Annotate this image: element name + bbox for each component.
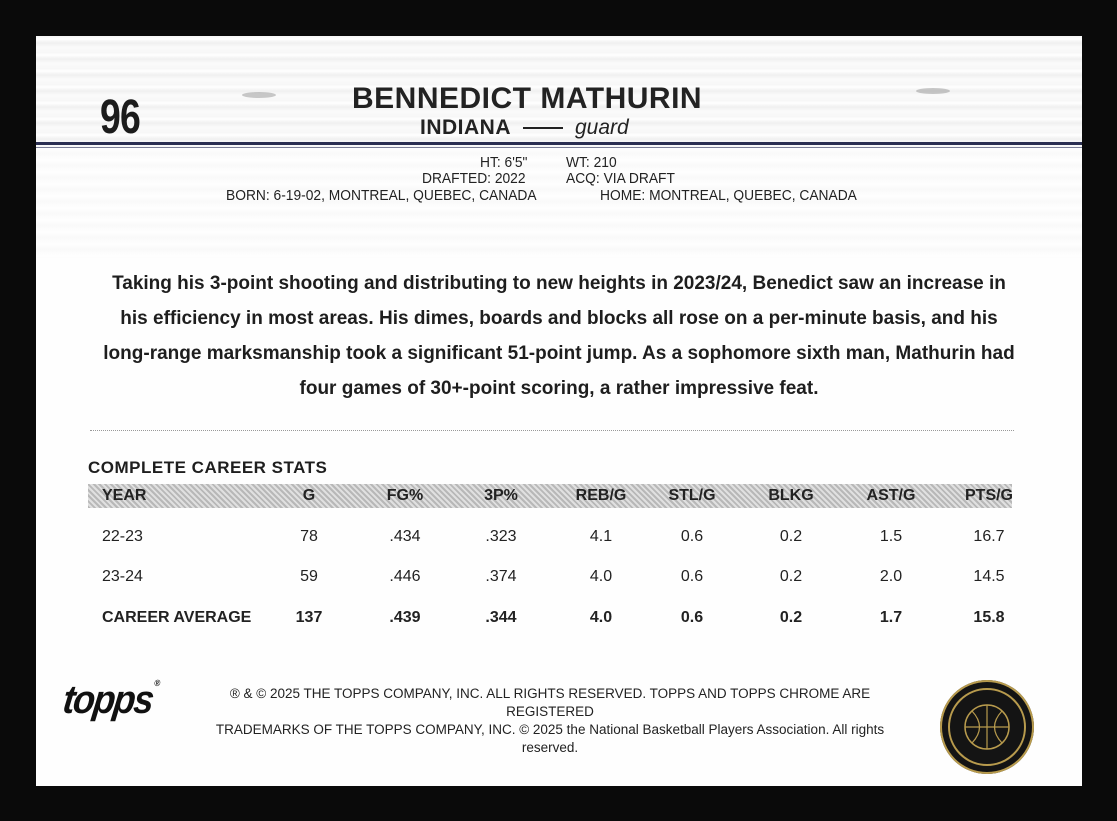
bio-born: BORN: 6-19-02, MONTREAL, QUEBEC, CANADA <box>226 187 537 204</box>
bio-home: HOME: MONTREAL, QUEBEC, CANADA <box>600 187 857 204</box>
stats-header-g: G <box>302 487 316 504</box>
stats-cell-pts-g: 14.5 <box>973 568 1005 585</box>
team-position-line <box>420 116 629 140</box>
stats-cell-blkg: 0.2 <box>779 568 803 585</box>
stats-cell-g: 78 <box>300 528 318 545</box>
stats-cell-year: 23-24 <box>102 568 143 585</box>
legal-line-1: ® & © 2025 THE TOPPS COMPANY, INC. ALL RIGHTS RESERVED. TOPPS AND TOPPS CHROME ARE REGISTERED <box>229 686 871 719</box>
stats-cell-stl-g: 0.6 <box>680 528 704 545</box>
bio-drafted: DRAFTED: 2022 <box>422 170 526 187</box>
stats-header-pts-g: PTS/G <box>964 487 1014 504</box>
stats-cell-year: 22-23 <box>102 528 143 545</box>
stats-header-3p-pct: 3P% <box>484 487 518 504</box>
stats-cell-blkg: 0.2 <box>779 609 803 626</box>
stats-cell-3p-pct: .323 <box>485 528 517 545</box>
divider <box>90 430 1014 431</box>
stats-cell-fg-pct: .446 <box>389 568 421 585</box>
header-rule-thin <box>36 147 1082 148</box>
stats-cell-ast-g: 1.7 <box>879 609 903 626</box>
wood-texture-bottom <box>36 148 1082 258</box>
stats-cell-3p-pct: .374 <box>485 568 517 585</box>
stats-cell-year: CAREER AVERAGE <box>102 609 252 626</box>
stats-header-fg-pct: FG% <box>386 487 424 504</box>
stats-cell-reb-g: 4.1 <box>589 528 613 545</box>
registered-mark: ® <box>153 678 161 688</box>
player-blurb: Taking his 3-point shooting and distributing to new heights in 2023/24, Benedict saw an increase in his efficiency in most areas. His dimes, boards and blocks all rose on a per-minute basis, and his long-range marksmanship took a significant 51-point jump. As a sophomore sixth man, Mathurin had four games of 30+-point scoring, a rather impressive feat. <box>103 273 1015 399</box>
stats-cell-ast-g: 2.0 <box>879 568 903 585</box>
stats-title: COMPLETE CAREER STATS <box>88 458 328 477</box>
topps-logo-text: topps <box>60 678 155 722</box>
stats-header-year: YEAR <box>102 487 147 504</box>
stats-header-stl-g: STL/G <box>668 487 716 504</box>
stats-cell-3p-pct: .344 <box>485 609 517 626</box>
stats-cell-pts-g: 15.8 <box>973 609 1005 626</box>
bio-height: HT: 6'5" <box>480 154 528 171</box>
stats-cell-stl-g: 0.6 <box>680 609 704 626</box>
wood-knot <box>916 88 950 94</box>
stats-cell-stl-g: 0.6 <box>680 568 704 585</box>
legal-line-2: TRADEMARKS OF THE TOPPS COMPANY, INC. © 2025 the National Basketball Players Association. All rights reserved. <box>215 722 885 755</box>
stats-cell-blkg: 0.2 <box>779 528 803 545</box>
legal-text <box>190 685 910 757</box>
stats-cell-ast-g: 1.5 <box>879 528 903 545</box>
stats-cell-pts-g: 16.7 <box>973 528 1005 545</box>
player-name: BENNEDICT MATHURIN <box>352 82 703 115</box>
stats-cell-reb-g: 4.0 <box>589 609 613 626</box>
team-name: INDIANA <box>420 116 511 139</box>
bio-acquired: ACQ: VIA DRAFT <box>566 170 675 187</box>
separator-dash <box>523 127 563 129</box>
stats-cell-g: 59 <box>300 568 318 585</box>
card-number: 96 <box>100 91 141 144</box>
stats-cell-fg-pct: .439 <box>389 609 421 626</box>
stats-header-blkg: BLKG <box>768 487 814 504</box>
nbpa-seal <box>940 680 1034 774</box>
stats-cell-fg-pct: .434 <box>389 528 421 545</box>
trading-card-back <box>36 36 1082 786</box>
header-rule <box>36 142 1082 145</box>
topps-logo <box>60 678 161 723</box>
wood-knot <box>242 92 276 98</box>
stats-cell-g: 137 <box>295 609 323 626</box>
bio-weight: WT: 210 <box>566 154 617 171</box>
stats-header-reb-g: REB/G <box>575 487 627 504</box>
stats-cell-reb-g: 4.0 <box>589 568 613 585</box>
player-position: guard <box>575 116 629 139</box>
basketball-icon <box>940 680 1034 774</box>
stats-header-ast-g: AST/G <box>866 487 916 504</box>
